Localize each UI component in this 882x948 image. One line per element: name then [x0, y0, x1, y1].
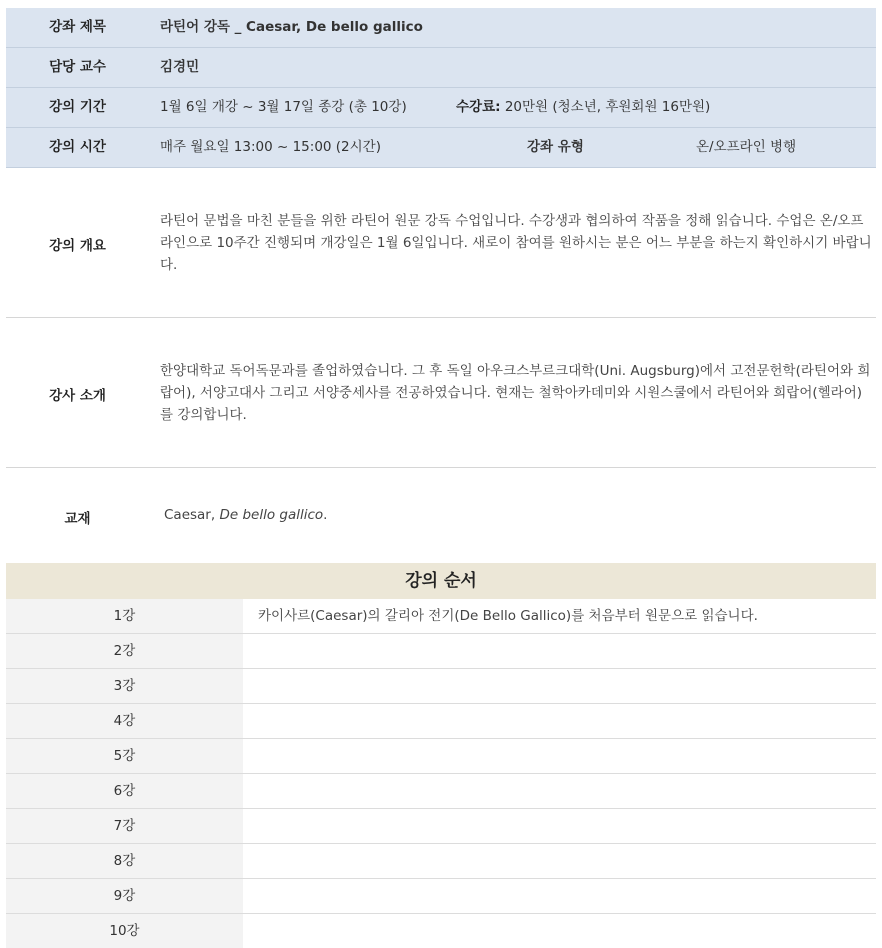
type-value: 온/오프라인 병행 [696, 139, 797, 155]
fee-field [456, 88, 710, 127]
instructor-row [6, 48, 876, 88]
overview-text: 라틴어 문법을 마친 분들을 위한 라틴어 원문 강독 수업입니다. 수강생과 협의하여 작품을 정해 읽습니다. 수업은 온/오프라인으로 10주간 진행되며 개강일은 1월 6일입니다. 새로이 참여를 원하시는 분은 어느 부분을 하는지 확인하시기 바랍니다. [160, 213, 872, 273]
lecture-number: 1강 [6, 599, 243, 633]
textbook-label: 교재 [64, 511, 91, 527]
lecture-number: 5강 [6, 739, 243, 773]
lecture-number: 6강 [6, 774, 243, 808]
table-row [6, 774, 876, 809]
fee-value: 20만원 (청소년, 후원회원 16만원) [500, 99, 711, 115]
instructor-intro-text: 한양대학교 독어독문과를 졸업하였습니다. 그 후 독일 아우크스부르크대학(Uni. Augsburg)에서 고전문헌학(라틴어와 희랍어), 서양고대사 그리고 서양중세사를 전공하였습니다. 현재는 철학아카데미와 시원스쿨에서 라틴어와 희랍어(헬라어)를 강의합니다. [160, 363, 871, 423]
time-label: 강의 시간 [49, 139, 106, 155]
textbook-author: Caesar, [164, 507, 220, 523]
period-row [6, 88, 876, 128]
period-value: 1월 6일 개강 ~ 3월 17일 종강 (총 10강) [160, 99, 407, 115]
instructor-label: 담당 교수 [49, 59, 106, 75]
divider [6, 467, 876, 468]
period-label: 강의 기간 [49, 99, 106, 115]
overview-label: 강의 개요 [49, 238, 106, 254]
course-title-value: 라틴어 강독 _ Caesar, De bello gallico [160, 19, 423, 35]
textbook-suffix: . [323, 507, 328, 523]
table-row [6, 704, 876, 739]
divider [6, 317, 876, 318]
table-row [6, 739, 876, 774]
textbook-value [164, 504, 876, 526]
table-row [6, 879, 876, 914]
table-row [6, 599, 876, 634]
lecture-content: 카이사르(Caesar)의 갈리아 전기(De Bello Gallico)를 처음부터 원문으로 읽습니다. [258, 608, 758, 624]
instructor-intro-label: 강사 소개 [49, 388, 106, 404]
textbook-title: De bello gallico [219, 507, 324, 523]
time-row [6, 128, 876, 168]
instructor-value: 김경민 [160, 59, 200, 75]
table-row [6, 914, 876, 948]
lecture-number: 8강 [6, 844, 243, 878]
schedule-heading: 강의 순서 [6, 563, 876, 599]
lecture-number: 7강 [6, 809, 243, 843]
schedule-table [6, 599, 876, 948]
lecture-number: 3강 [6, 669, 243, 703]
lecture-number: 4강 [6, 704, 243, 738]
course-title-row [6, 8, 876, 48]
table-row [6, 844, 876, 879]
table-row [6, 809, 876, 844]
type-label: 강좌 유형 [527, 139, 584, 155]
lecture-number: 10강 [6, 914, 243, 948]
table-row [6, 669, 876, 704]
table-row [6, 634, 876, 669]
fee-label: 수강료: [456, 99, 501, 115]
lecture-number: 9강 [6, 879, 243, 913]
time-value: 매주 월요일 13:00 ~ 15:00 (2시간) [160, 139, 381, 155]
lecture-number: 2강 [6, 634, 243, 668]
course-title-label: 강좌 제목 [49, 19, 106, 35]
